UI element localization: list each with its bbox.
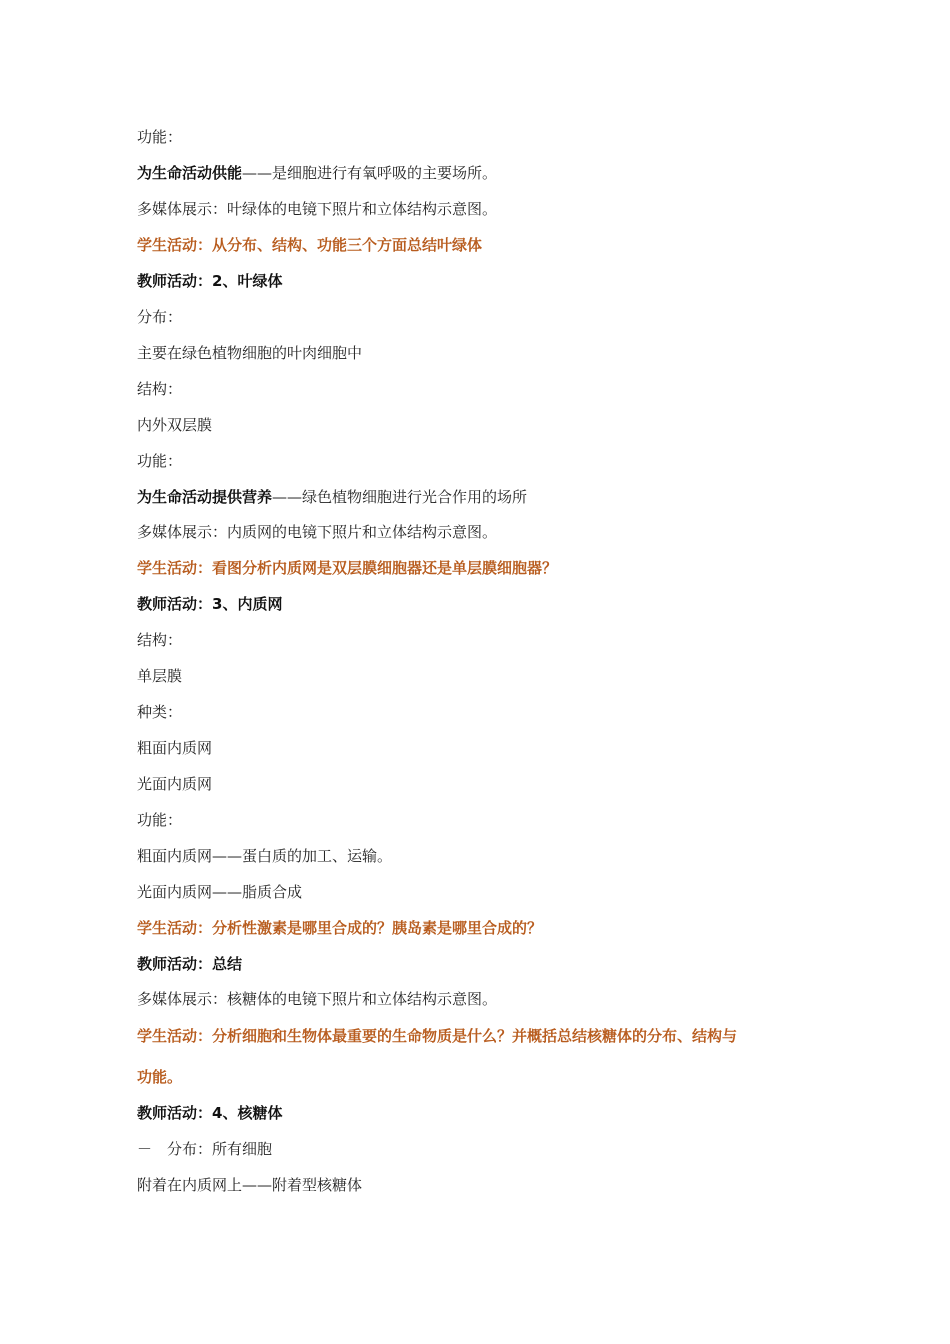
text-line: 粗面内质网 [137, 739, 213, 757]
text-span: ——是细胞进行有氧呼吸的主要场所。 [242, 164, 498, 182]
text-line [137, 163, 827, 183]
teacher-activity-heading: 教师活动：4、核糖体 [137, 1104, 283, 1122]
text-line: 附着在内质网上——附着型核糖体 [137, 1176, 363, 1194]
student-activity-line: 学生活动：看图分析内质网是双层膜细胞器还是单层膜细胞器？ [137, 559, 558, 577]
text-line: 种类： [137, 703, 183, 721]
text-line: 分布： [137, 308, 183, 326]
text-line: 光面内质网 [137, 775, 213, 793]
text-line: 单层膜 [137, 667, 183, 685]
text-line: 功能： [137, 811, 183, 829]
bullet-line: － 分布：所有细胞 [137, 1140, 273, 1158]
text-line: 内外双层膜 [137, 416, 213, 434]
bold-phrase: 为生命活动提供营养 [137, 488, 273, 506]
student-activity-line: 功能。 [137, 1068, 183, 1086]
text-line: 功能： [137, 128, 183, 146]
text-line: 多媒体展示：核糖体的电镜下照片和立体结构示意图。 [137, 990, 498, 1008]
text-line: 多媒体展示：叶绿体的电镜下照片和立体结构示意图。 [137, 200, 498, 218]
text-line [137, 487, 827, 507]
text-line: 结构： [137, 631, 183, 649]
text-span: ——绿色植物细胞进行光合作用的场所 [272, 488, 528, 506]
text-line: 结构： [137, 380, 183, 398]
text-line: 主要在绿色植物细胞的叶肉细胞中 [137, 344, 363, 362]
teacher-activity-heading: 教师活动：2、叶绿体 [137, 272, 283, 290]
student-activity-line: 学生活动：分析细胞和生物体最重要的生命物质是什么？并概括总结核糖体的分布、结构与 [137, 1027, 738, 1045]
student-activity-line: 学生活动：从分布、结构、功能三个方面总结叶绿体 [137, 236, 483, 254]
text-line: 多媒体展示：内质网的电镜下照片和立体结构示意图。 [137, 523, 498, 541]
teacher-activity-heading: 教师活动：总结 [137, 955, 243, 973]
text-line: 功能： [137, 452, 183, 470]
student-activity-line: 学生活动：分析性激素是哪里合成的？胰岛素是哪里合成的？ [137, 919, 543, 937]
bold-phrase: 为生命活动供能 [137, 164, 243, 182]
text-line: 光面内质网——脂质合成 [137, 883, 303, 901]
text-line: 粗面内质网——蛋白质的加工、运输。 [137, 847, 393, 865]
teacher-activity-heading: 教师活动：3、内质网 [137, 595, 283, 613]
